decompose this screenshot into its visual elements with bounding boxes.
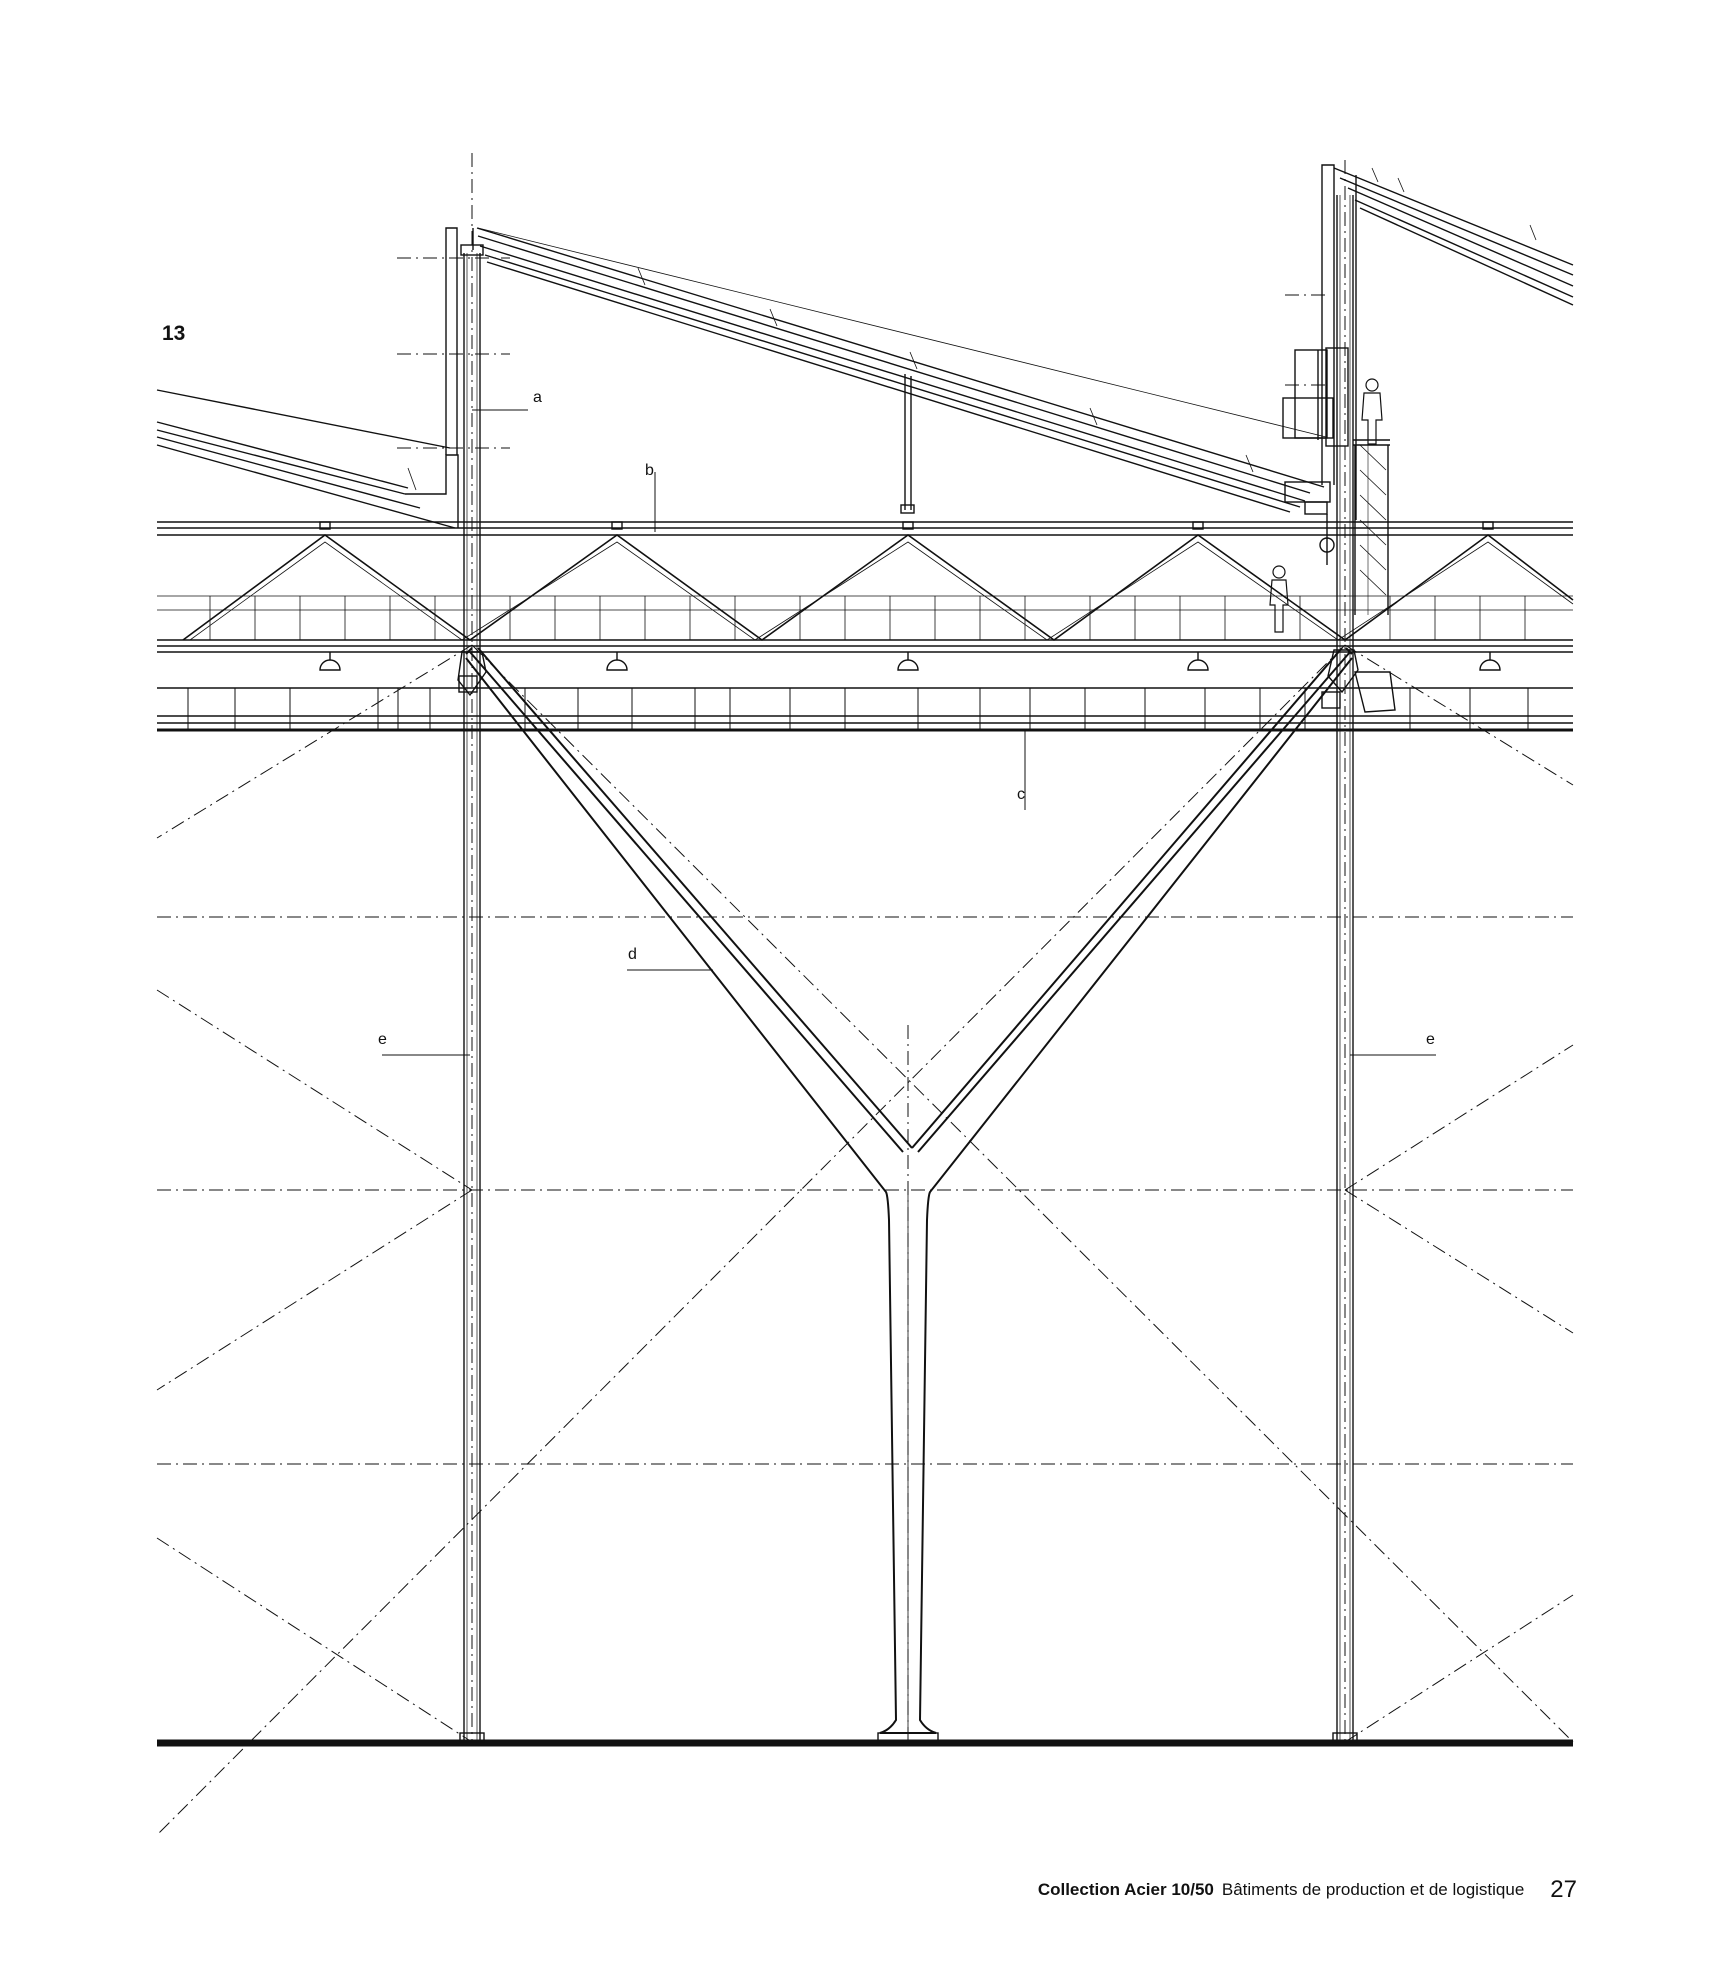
callout-a: a xyxy=(533,389,542,406)
construction-lines xyxy=(157,153,1573,1835)
page-footer xyxy=(800,1876,1577,1904)
callout-e-right: e xyxy=(1426,1031,1435,1048)
left-monitor xyxy=(446,228,473,455)
main-sloping-roof xyxy=(477,228,1326,513)
gutter-equipment xyxy=(1283,348,1348,565)
lattice-truss xyxy=(157,522,1573,652)
figure-number: 13 xyxy=(162,322,186,345)
callout-d: d xyxy=(628,946,637,963)
callout-e-left: e xyxy=(378,1031,387,1048)
footer-series: Collection Acier 10/50 xyxy=(1037,1880,1214,1899)
callout-b: b xyxy=(645,462,654,479)
left-roof-stub xyxy=(157,390,458,528)
callout-c: c xyxy=(1017,786,1025,803)
right-monitor xyxy=(1322,165,1573,520)
human-figure-top xyxy=(1362,379,1382,444)
page-number: 27 xyxy=(1550,1876,1577,1903)
column-head-brackets xyxy=(458,650,1395,712)
footer-subtitle: Bâtiments de production et de logistique xyxy=(1221,1880,1525,1899)
y-tree-column xyxy=(466,648,1352,1742)
